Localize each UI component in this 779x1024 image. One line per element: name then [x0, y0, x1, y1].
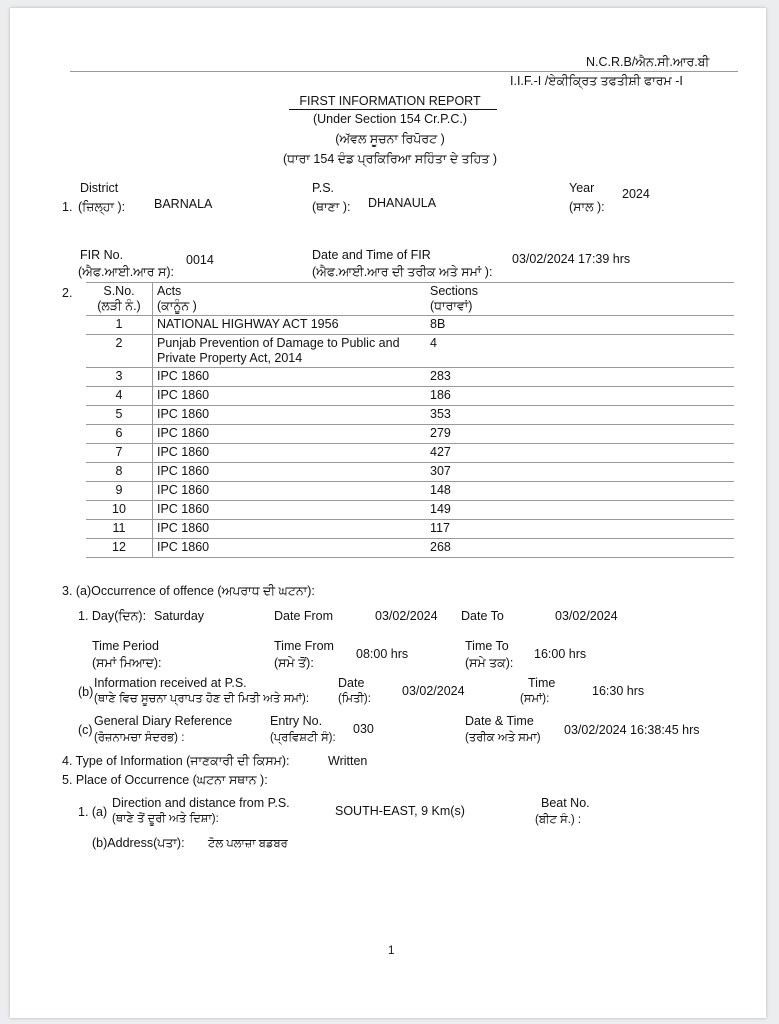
act-name: Punjab Prevention of Damage to Public and [157, 336, 400, 350]
occurrence-heading: 3. (a)Occurrence of offence (ਅਪਰਾਧ ਦੀ ਘਟਨਾ): [62, 584, 315, 598]
table-row [86, 335, 734, 368]
report-subtitle-punjabi: (ਧਾਰਾ 154 ਦੰਡ ਪ੍ਰਕਿਰਿਆ ਸਹਿੰਤਾ ਦੇ ਤਹਿਤ ) [283, 152, 497, 166]
info-received-label: Information received at P.S. [94, 676, 247, 690]
sno-header [86, 283, 153, 316]
year-value: 2024 [622, 187, 650, 201]
type-of-information-label: 4. Type of Information (ਜਾਣਕਾਰੀ ਦੀ ਕਿਸਮ): [62, 754, 290, 768]
day-label: 1. Day(ਦਿਨ): [78, 609, 147, 623]
time-from-label-punjabi: (ਸਮੇ ਤੋਂ): [274, 656, 314, 670]
time-from-value: 08:00 hrs [356, 647, 409, 661]
date-from-label: Date From [274, 609, 334, 623]
district-label: District [80, 181, 119, 195]
info-time-label: Time [528, 676, 556, 690]
section-cell: 283 [426, 368, 734, 387]
page-number: 1 [388, 945, 395, 957]
acts-header-label-punjabi: (ਕਾਨੂੰਨ ) [157, 299, 197, 313]
section-cell: 117 [426, 520, 734, 539]
table-row [86, 316, 734, 335]
date-to-label: Date To [461, 609, 504, 623]
header-rule [70, 71, 738, 72]
year-label: Year [569, 181, 595, 195]
sections-header [426, 283, 734, 316]
sno-cell: 10 [86, 501, 153, 520]
address-label: (b)Address(ਪਤਾ): [92, 836, 185, 850]
entry-no-label: Entry No. [270, 714, 323, 728]
sno-cell: 2 [86, 335, 153, 368]
sections-header-label: Sections [430, 284, 478, 298]
act-name: IPC 1860 [157, 407, 210, 421]
year-label-punjabi: (ਸਾਲ ): [569, 200, 605, 214]
act-cell [153, 335, 427, 368]
sno-header-label: S.No. [103, 284, 135, 298]
form-label: I.I.F.-I /ਏਕੀਕ੍ਰਿਤ ਤਫਤੀਸ਼ੀ ਫਾਰਮ -I [510, 74, 683, 88]
date-from-value: 03/02/2024 [375, 609, 438, 623]
act-name-continued: Private Property Act, 2014 [157, 351, 303, 365]
report-title: FIRST INFORMATION REPORT [299, 94, 481, 108]
act-cell [153, 520, 427, 539]
sno-cell: 9 [86, 482, 153, 501]
fir-document-page [10, 8, 766, 1018]
sno-cell: 5 [86, 406, 153, 425]
act-name: IPC 1860 [157, 464, 210, 478]
gd-datetime-label-punjabi: (ਤਰੀਕ ਅਤੇ ਸਮਾ) [465, 732, 541, 744]
table-row [86, 539, 734, 558]
direction-distance-value: SOUTH-EAST, 9 Km(s) [335, 804, 465, 818]
sno-cell: 7 [86, 444, 153, 463]
act-name: IPC 1860 [157, 521, 210, 535]
act-cell [153, 387, 427, 406]
info-date-label: Date [338, 676, 365, 690]
info-date-value: 03/02/2024 [402, 684, 465, 698]
sno-cell: 4 [86, 387, 153, 406]
sno-header-label-punjabi: (ਲੜੀ ਨੰ.) [97, 299, 141, 313]
gd-reference-label-punjabi: (ਰੋਜ਼ਨਾਮਚਾ ਸੰਦਰਭ) : [94, 732, 185, 744]
fir-datetime-label: Date and Time of FIR [312, 248, 431, 262]
act-name: IPC 1860 [157, 445, 210, 459]
section-cell: 186 [426, 387, 734, 406]
table-row [86, 368, 734, 387]
acts-table-body [86, 316, 734, 558]
entry-no-label-punjabi: (ਪ੍ਰਵਿਸ਼ਟੀ ਸੰ): [270, 732, 336, 744]
section-cell: 268 [426, 539, 734, 558]
table-row [86, 387, 734, 406]
fir-no-value: 0014 [186, 253, 214, 267]
gd-datetime-value: 03/02/2024 16:38:45 hrs [564, 723, 700, 737]
day-value: Saturday [154, 609, 205, 623]
section-cell: 427 [426, 444, 734, 463]
address-value: ਟੋਲ ਪਲਾਜ਼ਾ ਬਡਬਰ [208, 838, 288, 850]
sno-cell: 11 [86, 520, 153, 539]
table-row [86, 406, 734, 425]
place-of-occurrence-heading: 5. Place of Occurrence (ਘਟਨਾ ਸਥਾਨ ): [62, 773, 268, 787]
gd-c-marker: (c) [78, 723, 93, 737]
direction-distance-label-punjabi: (ਥਾਣੇ ਤੋਂ ਦੂਰੀ ਅਤੇ ਦਿਸ਼ਾ): [112, 813, 219, 825]
title-underline [289, 109, 497, 110]
info-b-marker: (b) [78, 685, 94, 699]
direction-distance-label: Direction and distance from P.S. [112, 796, 290, 810]
section-cell: 4 [426, 335, 734, 368]
table-row [86, 520, 734, 539]
section-cell: 149 [426, 501, 734, 520]
time-to-value: 16:00 hrs [534, 647, 587, 661]
ps-value: DHANAULA [368, 196, 437, 210]
report-subtitle: (Under Section 154 Cr.P.C.) [312, 112, 467, 126]
act-name: IPC 1860 [157, 483, 210, 497]
act-cell [153, 463, 427, 482]
district-label-punjabi: (ਜ਼ਿਲ੍ਹਾ ): [78, 200, 126, 214]
gd-datetime-label: Date & Time [465, 714, 534, 728]
act-cell [153, 425, 427, 444]
type-of-information-value: Written [328, 754, 368, 768]
act-name: IPC 1860 [157, 426, 210, 440]
act-cell [153, 406, 427, 425]
fir-datetime-label-punjabi: (ਐਫ.ਆਈ.ਆਰ ਦੀ ਤਰੀਕ ਅਤੇ ਸਮਾਂ ): [312, 265, 493, 279]
section-cell: 307 [426, 463, 734, 482]
sno-cell: 12 [86, 539, 153, 558]
act-cell [153, 444, 427, 463]
sno-cell: 3 [86, 368, 153, 387]
act-cell [153, 539, 427, 558]
beat-no-label: Beat No. [541, 796, 590, 810]
time-to-label-punjabi: (ਸਮੇ ਤਕ): [465, 656, 514, 670]
sno-cell: 8 [86, 463, 153, 482]
act-name: IPC 1860 [157, 369, 210, 383]
act-name: IPC 1860 [157, 502, 210, 516]
acts-header-label: Acts [157, 284, 182, 298]
sections-header-label-punjabi: (ਧਾਰਾਵਾਂ) [430, 299, 473, 313]
district-value: BARNALA [154, 197, 213, 211]
section-cell: 353 [426, 406, 734, 425]
act-cell [153, 368, 427, 387]
table-row [86, 463, 734, 482]
table-row [86, 501, 734, 520]
section-1-number: 1. [62, 200, 73, 214]
ncrb-label: N.C.R.B/ਐਨ.ਸੀ.ਆਰ.ਬੀ [586, 55, 710, 69]
entry-no-value: 030 [353, 722, 374, 736]
info-date-label-punjabi: (ਮਿਤੀ): [338, 693, 371, 705]
table-row [86, 482, 734, 501]
act-cell [153, 316, 427, 335]
act-cell [153, 501, 427, 520]
section-cell: 148 [426, 482, 734, 501]
acts-header [153, 283, 427, 316]
time-period-label: Time Period [92, 639, 159, 653]
section-cell: 279 [426, 425, 734, 444]
fir-no-label-punjabi: (ਐਫ.ਆਈ.ਆਰ ਸ): [78, 265, 174, 279]
act-name: IPC 1860 [157, 388, 210, 402]
act-name: NATIONAL HIGHWAY ACT 1956 [157, 317, 339, 331]
ps-label: P.S. [312, 181, 335, 195]
ps-label-punjabi: (ਥਾਣਾ ): [312, 200, 351, 214]
place-a-marker: 1. (a) [78, 805, 108, 819]
table-header-row [86, 283, 734, 316]
date-to-value: 03/02/2024 [555, 609, 618, 623]
section-cell: 8B [426, 316, 734, 335]
act-name: IPC 1860 [157, 540, 210, 554]
fir-no-label: FIR No. [80, 248, 124, 262]
sno-cell: 6 [86, 425, 153, 444]
act-cell [153, 482, 427, 501]
acts-sections-table [86, 282, 734, 558]
gd-reference-label: General Diary Reference [94, 714, 233, 728]
info-time-label-punjabi: (ਸਮਾਂ): [520, 693, 550, 705]
section-2-number: 2. [62, 286, 73, 300]
info-time-value: 16:30 hrs [592, 684, 645, 698]
time-to-label: Time To [465, 639, 509, 653]
table-row [86, 444, 734, 463]
report-title-punjabi: (ਅੱਵਲ ਸੂਚਨਾ ਰਿਪੋਰਟ ) [335, 132, 445, 146]
table-row [86, 425, 734, 444]
fir-datetime-value: 03/02/2024 17:39 hrs [512, 252, 631, 266]
beat-no-label-punjabi: (ਬੀਟ ਸੰ.) : [535, 814, 582, 826]
time-from-label: Time From [274, 639, 334, 653]
sno-cell: 1 [86, 316, 153, 335]
info-received-label-punjabi: (ਥਾਣੇ ਵਿਚ ਸੂਚਨਾ ਪ੍ਰਾਪਤ ਹੋਣ ਦੀ ਮਿਤੀ ਅਤੇ ਸਮਾਂ): [94, 693, 310, 705]
time-period-label-punjabi: (ਸਮਾਂ ਮਿਆਦ): [92, 656, 162, 670]
